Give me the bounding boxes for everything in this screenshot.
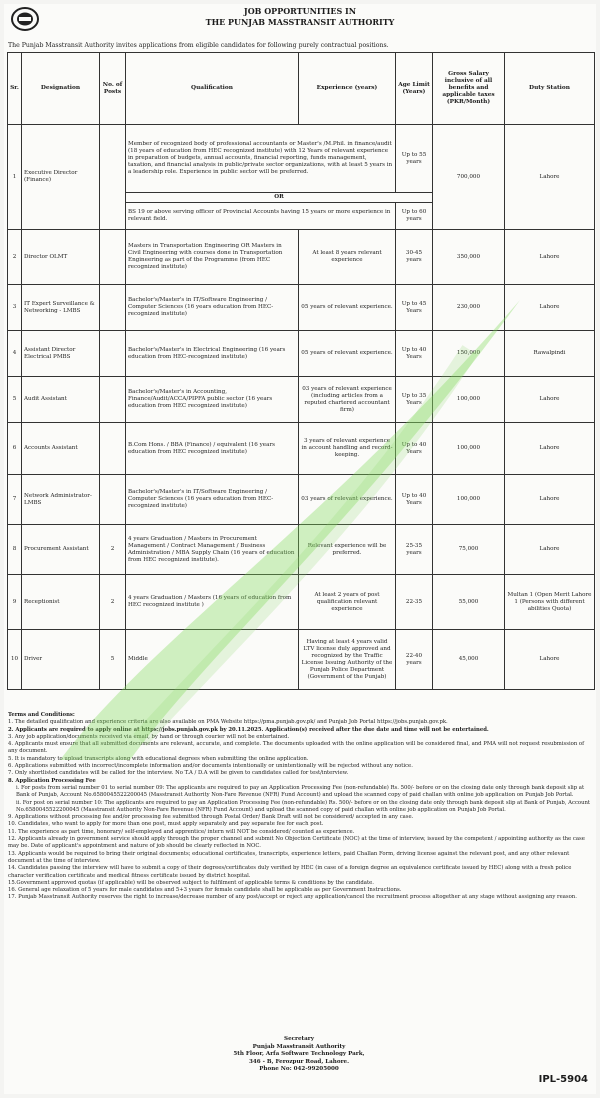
- header-sr: Sr.: [8, 53, 22, 125]
- footer-line: Phone No: 042-99205000: [259, 1066, 339, 1072]
- row-age-alt: Up to 60 years: [396, 203, 433, 230]
- row-station: Multan 1 (Open Merit Lahore 1 (Persons with different abilities Quota): [505, 575, 595, 630]
- row-posts: [100, 475, 126, 525]
- row-salary: 100,000: [433, 475, 505, 525]
- row-posts: 2: [100, 525, 126, 575]
- terms-item: 5. It is mandatory to upload transcripts along with educational degrees when submitting the online application.: [8, 755, 309, 762]
- row-experience: At least 2 years of post qualification relevant experience: [299, 575, 396, 630]
- row-station: Lahore: [505, 377, 595, 423]
- row-experience: At least 8 years relevant experience: [299, 230, 396, 285]
- ipl-reference: IPL-5904: [538, 1074, 588, 1085]
- row-age: Up to 55 years: [396, 125, 433, 193]
- row-sr: 6: [8, 423, 22, 475]
- terms-item: 11. The experience as part time, honorary/ self-employed and apprentice/ intern will NOT be considered/ counted as experience.: [8, 828, 355, 835]
- row-age: Up to 35 Years: [396, 377, 433, 423]
- terms-item: 4. Applicants must ensure that all submitted documents are relevant, accurate, and complete. The documents uploaded with the online application will be considered final, and PMA will not request resubmission of any document.: [8, 741, 585, 755]
- row-salary: 55,000: [433, 575, 505, 630]
- table-row: [8, 125, 595, 193]
- row-designation: Executive Director (Finance): [22, 125, 100, 230]
- table-row: [8, 575, 595, 630]
- terms-item: 15.Government approved quotas (if applicable) will be observed subject to fulfilment of applicable terms & conditions by the candidate.: [8, 879, 374, 886]
- terms-item: 7. Only shortlisted candidates will be called for the interview. No T.A / D.A will be given to candidates called for test/interview.: [8, 770, 349, 777]
- row-age: Up to 40 Years: [396, 475, 433, 525]
- terms-heading: Terms and Conditions:: [8, 712, 75, 718]
- row-qualification: 4 years Graduation / Masters (16 years of education from HEC recognized institute ): [126, 575, 299, 630]
- row-designation: IT Expert Surveillance & Networking - LMBS: [22, 285, 100, 331]
- row-station: Lahore: [505, 525, 595, 575]
- row-posts: [100, 377, 126, 423]
- row-salary: 75,000: [433, 525, 505, 575]
- row-designation: Procurement Assistant: [22, 525, 100, 575]
- row-designation: Accounts Assistant: [22, 423, 100, 475]
- row-qualification: Masters in Transportation Engineering OR Masters in Civil Engineering with courses done in Transportation Engineering as part of the Programme (from HEC recognized institute): [126, 230, 299, 285]
- row-salary: 350,000: [433, 230, 505, 285]
- row-posts: [100, 331, 126, 377]
- row-station: Lahore: [505, 285, 595, 331]
- terms-item: 13. Applicants would be required to bring their original documents; educational certificates, transcripts, experience letters, paid Challan Form, driving license against the relevant post, and any other relevant document at the time of interview.: [8, 850, 570, 864]
- row-posts: [100, 285, 126, 331]
- terms-item: i. For posts from serial number 01 to serial number 09: The applicants are required to pay an Application Processing Fee (non-refundable) Rs. 500/- before or on the closing date only through bank deposit slip at Bank of Punjab, Account No.6580045522200045 (Masstransit Authority Non-Fare Revenue (NFR) Fund Account) and upload the scanned copy of paid challan with online job application on Punjab Job Portal.: [16, 784, 585, 799]
- terms-item: 6. Applications submitted with incorrect/incomplete information and/or documents intentionally or unintentionally will be rejected without any notice.: [8, 763, 413, 770]
- footer-line: Punjab Masstransit Authority: [252, 1043, 346, 1050]
- jobs-table: [7, 52, 595, 690]
- terms-item: 3. Any job application/documents received via email, by hand or through courier will not be entertained.: [8, 733, 290, 740]
- header-qualification: Qualification: [126, 53, 299, 125]
- row-qualification: Bachelor's/Master's in IT/Software Engineering / Computer Sciences (16 years education from HEC-recognized institute): [126, 475, 299, 525]
- row-designation: Audit Assistant: [22, 377, 100, 423]
- terms-item: 16. General age relaxation of 5 years for male candidates and 5+3 years for female candidate shall be applicable as per Government Instructions.: [8, 887, 402, 894]
- footer-line: Secretary: [284, 1036, 314, 1042]
- table-row: [8, 377, 595, 423]
- row-designation: Assistant Director Electrical PMBS: [22, 331, 100, 377]
- row-experience: Having at least 4 years valid LTV license duly approved and recognized by the Traffic License Issuing Authority of the Punjab Police Department (Government of the Punjab): [299, 630, 396, 690]
- row-age: Up to 45 Years: [396, 285, 433, 331]
- row-experience: Relevant experience will be preferred.: [299, 525, 396, 575]
- row-qualification: Middle: [126, 630, 299, 690]
- terms-item: 9. Applications without processing fee and/or processing fee submitted through Postal Order/ Bank Draft will not be considered/ accepted in any case.: [8, 814, 414, 821]
- terms-item: 17. Punjab Masstransit Authority reserves the right to increase/decrease number of any post/accept or reject any application/cancel the recruitment process altogether at any stage without assigning any reason.: [8, 894, 577, 901]
- row-age: 30-45 years: [396, 230, 433, 285]
- row-salary: 150,000: [433, 331, 505, 377]
- table-row: [8, 331, 595, 377]
- row-age: 25-35 years: [396, 525, 433, 575]
- row-sr: 10: [8, 630, 22, 690]
- row-experience: 03 years of relevant experience.: [299, 475, 396, 525]
- table-row: [8, 423, 595, 475]
- terms-item: 14. Candidates passing the interview will have to submit a copy of their degrees/certificates duly verified by HEC (in case of a foreign degree an equivalence certificate issued by HEC) along with a fresh police character verification certificate and medical fitness certificate issued by district hospital.: [8, 865, 572, 879]
- row-qualification: 4 years Graduation / Masters in Procurement Management / Contract Management / Business Administration / MBA Supply Chain (16 years of education from HEC recognized institute).: [126, 525, 299, 575]
- terms-item: 1. The detailed qualification and experience criteria are also available on PMA Website https://pma.punjab.gov.pk/ and Punjab Job Portal https://jobs.punjab.gov.pk.: [8, 719, 448, 726]
- header-posts: No. of Posts: [100, 53, 126, 125]
- row-qualification: Member of recognized body of professional accountants or Master's /M.Phil. in finance/audit (18 years of education from HEC recognized institute) with 12 Years of relevant experience in preparation of budgets, annual accounts, financial reporting, funds management, taxation, and financial analysis in public/private sector organizations, with at least 5 years in a leadership role. Experience in public sector will be preferred.: [126, 125, 396, 193]
- intro-text: The Punjab Masstransit Authority invites applications from eligible candidates for following purely contractual positions.: [8, 42, 389, 49]
- header-age: Age Limit (Years): [396, 53, 433, 125]
- row-sr: 3: [8, 285, 22, 331]
- row-designation: Network Administrator-LMBS: [22, 475, 100, 525]
- row-sr: 9: [8, 575, 22, 630]
- terms-item: 8. Application Processing Fee: [8, 777, 96, 784]
- row-sr: 5: [8, 377, 22, 423]
- row-qualification: B.Com Hons. / BBA (Finance) / equivalent (16 years education from HEC recognized institute): [126, 423, 299, 475]
- table-row: [8, 630, 595, 690]
- table-row: [8, 525, 595, 575]
- row-age: 22-40 years: [396, 630, 433, 690]
- row-station: Lahore: [505, 125, 595, 230]
- row-qualification: Bachelor's/Master's in Accounting, Finance/Audit/ACCA/PIPFA public sector (16 years education from HEC recognized institute): [126, 377, 299, 423]
- row-age: 22-35: [396, 575, 433, 630]
- header: [4, 4, 596, 38]
- row-salary: 45,000: [433, 630, 505, 690]
- header-designation: Designation: [22, 53, 100, 125]
- header-salary: Gross Salary inclusive of all benefits and applicable taxes (PKR/Month): [433, 53, 505, 125]
- row-age: Up to 40 Years: [396, 423, 433, 475]
- terms-section: [8, 712, 592, 902]
- row-qualification: Bachelor's/Master's in IT/Software Engineering / Computer Sciences (16 years education from HEC-recognized institute): [126, 285, 299, 331]
- table-row: [8, 230, 595, 285]
- terms-item: 2. Applicants are required to apply online at https://jobs.punjab.gov.pk by 20.11.2025. Application(s) received after the due date and time will not be entertained.: [8, 726, 489, 733]
- row-designation: Driver: [22, 630, 100, 690]
- row-sr: 4: [8, 331, 22, 377]
- row-sr: 1: [8, 125, 22, 230]
- row-qualification-alt: BS 19 or above serving officer of Provincial Accounts having 15 years or more experience in relevant field.: [126, 203, 396, 230]
- row-posts: [100, 423, 126, 475]
- row-salary: 100,000: [433, 377, 505, 423]
- table-row: [8, 285, 595, 331]
- row-sr: 7: [8, 475, 22, 525]
- row-station: Lahore: [505, 475, 595, 525]
- row-posts: 2: [100, 575, 126, 630]
- row-age: Up to 40 Years: [396, 331, 433, 377]
- row-experience: 03 years of relevant experience (including articles from a reputed chartered accountant firm): [299, 377, 396, 423]
- terms-item: 10. Candidates, who want to apply for more than one post, must apply separately and pay separate fee for each post.: [8, 821, 324, 828]
- row-posts: 5: [100, 630, 126, 690]
- header-experience: Experience (years): [299, 53, 396, 125]
- terms-item: 12. Applicants already in government service should apply through the proper channel and submit No Objection Certificate (NOC) at the time of interview, issued by the competent / appointing authority as the case may be. Date of applicant's appointment and nature of job should be clearly reflected in NOC.: [8, 836, 585, 850]
- page-title-line1: JOB OPPORTUNITIES IN: [243, 6, 357, 16]
- row-designation: Director OLMT: [22, 230, 100, 285]
- row-station: Lahore: [505, 630, 595, 690]
- row-sr: 8: [8, 525, 22, 575]
- row-experience: 05 years of relevant experience.: [299, 285, 396, 331]
- row-qualification: Bachelor's/Master's in Electrical Engineering (16 years education from HEC-recognized institute): [126, 331, 299, 377]
- footer-line: 346 - B, Ferozpur Road, Lahore.: [248, 1058, 350, 1065]
- row-posts: [100, 125, 126, 230]
- or-label: OR: [126, 193, 433, 203]
- row-station: Lahore: [505, 230, 595, 285]
- row-sr: 2: [8, 230, 22, 285]
- row-salary: 230,000: [433, 285, 505, 331]
- row-station: Rawalpindi: [505, 331, 595, 377]
- footer-address: [204, 1036, 394, 1074]
- footer-line: 5th Floor, Arfa Software Technology Park,: [233, 1051, 365, 1057]
- row-posts: [100, 230, 126, 285]
- row-station: Lahore: [505, 423, 595, 475]
- row-experience: 05 years of relevant experience.: [299, 331, 396, 377]
- row-salary: 100,000: [433, 423, 505, 475]
- page-title-line2: THE PUNJAB MASSTRANSIT AUTHORITY: [205, 17, 395, 27]
- row-designation: Receptionist: [22, 575, 100, 630]
- table-row: [8, 475, 595, 525]
- row-salary: 700,000: [433, 125, 505, 230]
- terms-item: ii. For post on serial number 10: The applicants are required to pay an Application Processing Fee (non-refundable) Rs. 500/- before or on the closing date only through bank deposit slip at Bank of Punjab, Account No.6580045522200045 (Masstransit Authority Non-Fare Revenue (NFR) Fund Account) and upload the scanned copy of paid challan with online job application on Punjab Job Portal.: [16, 799, 591, 813]
- row-experience: 3 years of relevant experience in account handling and record-keeping.: [299, 423, 396, 475]
- advertisement-page: [4, 4, 596, 1094]
- header-station: Duty Station: [505, 53, 595, 125]
